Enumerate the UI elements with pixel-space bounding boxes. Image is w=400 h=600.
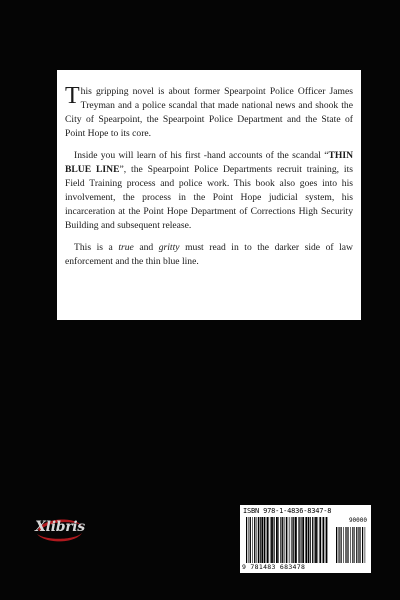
price-code: 90000 [348, 517, 367, 524]
drop-cap: T [65, 83, 80, 109]
blurb-p3-b: and [133, 242, 159, 253]
title-thin-blue-line: THIN BLUE LINE [65, 150, 353, 175]
blurb-p1-text: his gripping novel is about former Spearpoint Police Officer James Treyman and a police scandal that made national news and shook the City of Spearpoint, the Spearpoint Police Department and the State of Point Hope to its core. [65, 86, 353, 139]
isbn-barcode [240, 505, 371, 573]
blurb-p2-before: Inside you will learn of his first -hand accounts of the scandal “ [74, 150, 329, 161]
blurb-paragraph-3 [65, 241, 353, 269]
isbn-number: ISBN 978-1-4836-8347-8 [243, 507, 332, 515]
blurb-p3-italic-true: true [118, 242, 134, 253]
blurb-p3-c: must read in to the darker side of law enforcement and the thin blue line. [65, 242, 353, 267]
barcode-digits: 9 781483 683478 [242, 563, 306, 571]
blurb-p2-after: ”, the Spearpoint Police Departments recruit training, its Field Training process and police work. This book also goes into his involvement, the process in the Point Hope judicial system, his incarceration at the Point Hope Department of Corrections High Security Building and subsequent release. [65, 164, 353, 231]
blurb-p3-a: This is a [74, 242, 119, 253]
xlibris-logo [35, 517, 85, 543]
barcode-bars [244, 517, 368, 563]
blurb-p3-italic-gritty: gritty [158, 242, 180, 253]
logo-text: Xlibris [35, 519, 85, 535]
blurb-paragraph-1 [65, 85, 353, 141]
blurb-paragraph-2 [65, 149, 353, 233]
back-cover-blurb [57, 70, 361, 320]
